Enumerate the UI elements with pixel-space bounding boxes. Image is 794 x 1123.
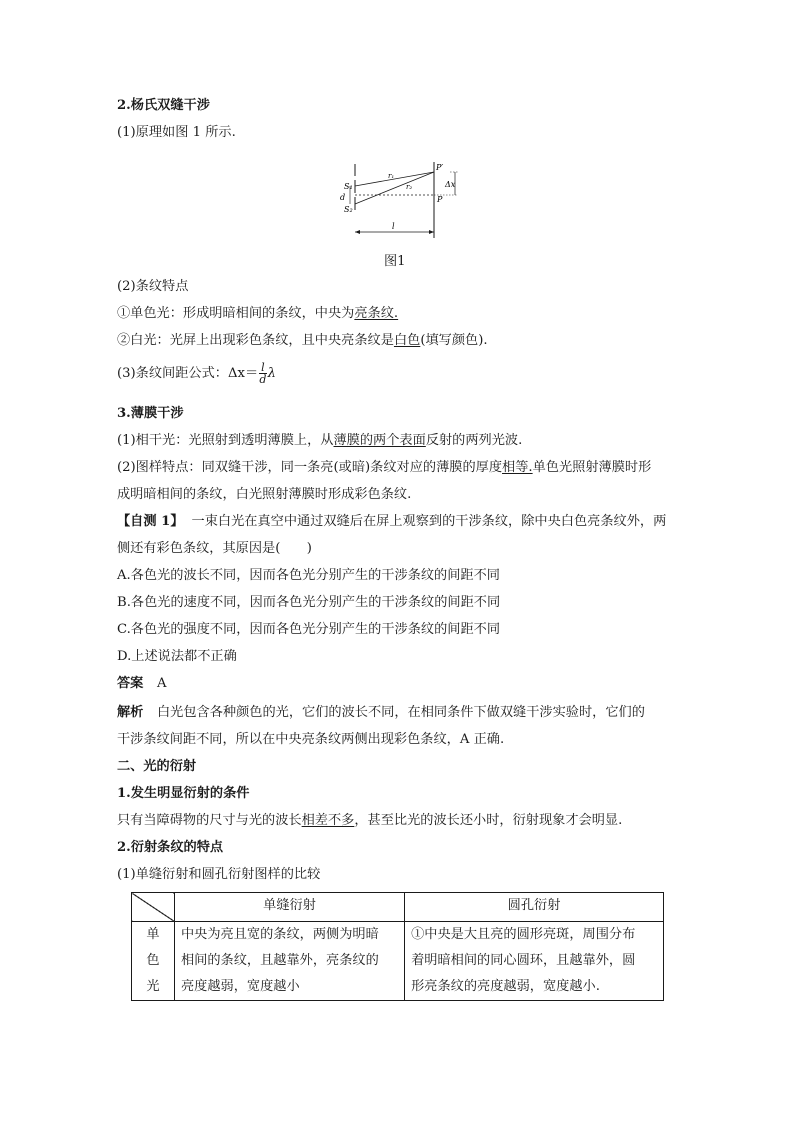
- figure-caption: 图1: [384, 254, 406, 269]
- label-p: P: [437, 195, 443, 204]
- label-s2: S₂: [344, 205, 353, 214]
- cell-single-slit: 中央为亮且宽的条纹，两侧为明暗 相间的条纹，且越靠外，亮条纹的 亮度越弱，宽度越小: [175, 922, 405, 1001]
- fill-blank-answer: 亮条纹.: [354, 306, 399, 321]
- section-heading-diffraction: 二、光的衍射: [117, 759, 197, 774]
- coherent-light-line: (1)相干光：光照射到透明薄膜上，从薄膜的两个表面反射的两列光波.: [117, 433, 523, 448]
- spacing-formula-line: (3)条纹间距公式：Δx＝ $\frac{l}{d}$ λ: [117, 361, 277, 386]
- option-d: D.上述说法都不正确: [117, 649, 237, 664]
- monochromatic-line: ①单色光：形成明暗相间的条纹，中央为亮条纹.: [117, 306, 399, 321]
- label-s1: S₁: [344, 182, 353, 191]
- diagonal-header-cell: [132, 893, 175, 922]
- question-stem-2: 侧还有彩色条纹，其原因是( ): [117, 541, 312, 556]
- cell-circular-hole: ①中央是大且亮的圆形亮斑，周围分布 着明暗相间的同心圆环，且越靠外，圆 形亮条纹的亮度越弱，宽度越小.: [405, 922, 664, 1001]
- table-row: [132, 922, 664, 1001]
- fill-blank-answer: 白色: [393, 333, 421, 348]
- principle-text: (1)原理如图 1 所示.: [117, 125, 236, 140]
- fringe-features-heading: (2)条纹特点: [117, 279, 189, 294]
- formula-fraction: $\frac{l}{d}$: [259, 361, 267, 386]
- answer-label: 答案: [117, 676, 144, 691]
- answer-value: A: [157, 676, 167, 691]
- label-r1: r₁: [388, 172, 395, 180]
- option-c: C.各色光的强度不同，因而各色光分别产生的干涉条纹的间距不同: [117, 622, 501, 637]
- section-title-young-double-slit: 2.杨氏双缝干涉: [117, 98, 210, 113]
- answer-line: [117, 675, 167, 693]
- question-stem: 【自测 1】 一束白光在真空中通过双缝后在屏上观察到的干涉条纹，除中央白色亮条纹外，两: [117, 514, 667, 529]
- fill-blank-answer: 相差不多: [301, 813, 355, 828]
- conditions-text: 只有当障碍物的尺寸与光的波长相差不多，甚至比光的波长还小时，衍射现象才会明显.: [117, 813, 623, 828]
- label-r2: r₂: [406, 183, 413, 191]
- question-tag: 【自测 1】: [117, 514, 184, 529]
- analysis-label: 解析: [117, 705, 144, 720]
- table-header-row: [132, 893, 664, 922]
- subsection-title-conditions: 1.发生明显衍射的条件: [117, 786, 250, 801]
- label-d: d: [340, 193, 346, 202]
- column-header-single-slit: 单缝衍射: [175, 893, 405, 922]
- label-l: l: [392, 222, 395, 231]
- diffraction-comparison-table: [131, 892, 664, 1001]
- analysis-line-2: 干涉条纹间距不同，所以在中央亮条纹两侧出现彩色条纹，A 正确.: [117, 732, 505, 747]
- fill-blank-answer: 薄膜的两个表面: [333, 433, 426, 448]
- row-label-monochromatic: 单 色 光: [132, 922, 175, 1001]
- section-title-thin-film: 3.薄膜干涉: [117, 406, 184, 421]
- double-slit-diagram: [336, 162, 466, 242]
- white-light-line: ②白光：光屏上出现彩色条纹，且中央亮条纹是白色(填写颜色).: [117, 333, 488, 348]
- option-b: B.各色光的速度不同，因而各色光分别产生的干涉条纹的间距不同: [117, 595, 501, 610]
- fill-blank-answer: 相等.: [502, 460, 533, 475]
- subsection-title-features: 2.衍射条纹的特点: [117, 840, 224, 855]
- comparison-intro: (1)单缝衍射和圆孔衍射图样的比较: [117, 867, 321, 882]
- label-delta-x: Δx: [445, 180, 456, 189]
- analysis-line: 解析 白光包含各种颜色的光，它们的波长不同，在相同条件下做双缝干涉实验时，它们的: [117, 705, 645, 720]
- column-header-circular-hole: 圆孔衍射: [405, 893, 664, 922]
- pattern-features-line: (2)图样特点：同双缝干涉，同一条亮(或暗)条纹对应的薄膜的厚度相等.单色光照射薄膜时形: [117, 460, 652, 475]
- pattern-features-line-2: 成明暗相间的条纹，白光照射薄膜时形成彩色条纹.: [117, 487, 412, 502]
- label-p-prime: P′: [436, 163, 444, 172]
- option-a: A.各色光的波长不同，因而各色光分别产生的干涉条纹的间距不同: [117, 568, 500, 583]
